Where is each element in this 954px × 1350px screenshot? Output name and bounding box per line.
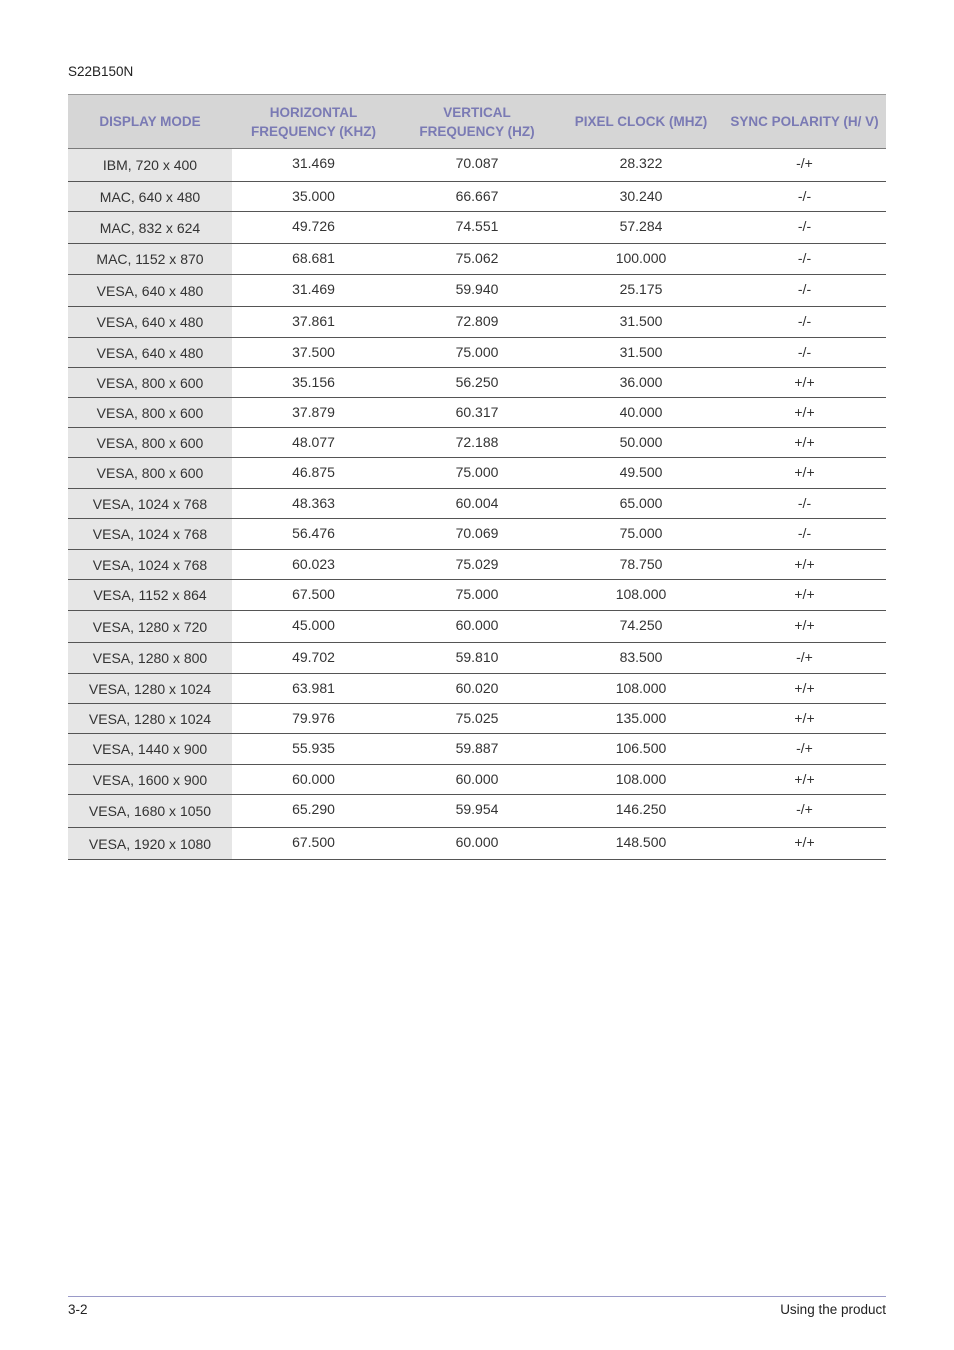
column-header-sync-polarity: SYNC POLARITY (H/ V): [723, 95, 886, 149]
cell-vertical-frequency: 66.667: [395, 182, 559, 212]
column-header-horizontal-frequency: HORIZONTAL FREQUENCY (KHZ): [232, 95, 395, 149]
cell-sync-polarity: -/-: [723, 519, 886, 550]
cell-vertical-frequency: 60.000: [395, 765, 559, 795]
cell-horizontal-frequency: 31.469: [232, 149, 395, 182]
cell-sync-polarity: +/+: [723, 398, 886, 428]
cell-display-mode: MAC, 832 x 624: [68, 212, 232, 244]
cell-vertical-frequency: 75.025: [395, 704, 559, 734]
table-row: [68, 795, 886, 828]
cell-horizontal-frequency: 68.681: [232, 244, 395, 275]
table-row: [68, 275, 886, 307]
cell-pixel-clock: 108.000: [559, 674, 723, 704]
cell-sync-polarity: -/-: [723, 338, 886, 368]
column-header-vertical-frequency: VERTICAL FREQUENCY (HZ): [395, 95, 559, 149]
cell-pixel-clock: 100.000: [559, 244, 723, 275]
cell-pixel-clock: 30.240: [559, 182, 723, 212]
cell-horizontal-frequency: 37.500: [232, 338, 395, 368]
cell-vertical-frequency: 74.551: [395, 212, 559, 244]
table-row: [68, 643, 886, 674]
cell-display-mode: IBM, 720 x 400: [68, 149, 232, 182]
cell-vertical-frequency: 60.317: [395, 398, 559, 428]
cell-vertical-frequency: 59.940: [395, 275, 559, 307]
model-name: S22B150N: [68, 64, 134, 79]
table-row: [68, 734, 886, 765]
cell-sync-polarity: +/+: [723, 458, 886, 489]
cell-pixel-clock: 108.000: [559, 580, 723, 611]
cell-vertical-frequency: 60.000: [395, 611, 559, 643]
table-row: [68, 428, 886, 458]
table-row: [68, 149, 886, 182]
cell-display-mode: VESA, 1600 x 900: [68, 765, 232, 795]
cell-horizontal-frequency: 79.976: [232, 704, 395, 734]
cell-pixel-clock: 28.322: [559, 149, 723, 182]
cell-pixel-clock: 49.500: [559, 458, 723, 489]
cell-sync-polarity: +/+: [723, 611, 886, 643]
cell-horizontal-frequency: 56.476: [232, 519, 395, 550]
cell-vertical-frequency: 75.000: [395, 458, 559, 489]
cell-sync-polarity: +/+: [723, 704, 886, 734]
cell-vertical-frequency: 59.954: [395, 795, 559, 828]
cell-vertical-frequency: 72.188: [395, 428, 559, 458]
cell-pixel-clock: 57.284: [559, 212, 723, 244]
cell-pixel-clock: 146.250: [559, 795, 723, 828]
cell-pixel-clock: 36.000: [559, 368, 723, 398]
cell-display-mode: VESA, 800 x 600: [68, 428, 232, 458]
cell-horizontal-frequency: 49.702: [232, 643, 395, 674]
table-row: [68, 765, 886, 795]
cell-horizontal-frequency: 63.981: [232, 674, 395, 704]
cell-display-mode: VESA, 800 x 600: [68, 398, 232, 428]
cell-sync-polarity: -/+: [723, 734, 886, 765]
cell-vertical-frequency: 59.810: [395, 643, 559, 674]
table-row: [68, 674, 886, 704]
cell-display-mode: VESA, 1280 x 1024: [68, 674, 232, 704]
cell-horizontal-frequency: 55.935: [232, 734, 395, 765]
table-row: [68, 398, 886, 428]
cell-display-mode: VESA, 1280 x 800: [68, 643, 232, 674]
table-row: [68, 307, 886, 338]
cell-pixel-clock: 83.500: [559, 643, 723, 674]
cell-vertical-frequency: 75.000: [395, 580, 559, 611]
cell-pixel-clock: 106.500: [559, 734, 723, 765]
cell-sync-polarity: +/+: [723, 674, 886, 704]
cell-sync-polarity: -/-: [723, 307, 886, 338]
cell-sync-polarity: -/-: [723, 182, 886, 212]
cell-sync-polarity: -/-: [723, 489, 886, 519]
cell-pixel-clock: 31.500: [559, 307, 723, 338]
cell-pixel-clock: 65.000: [559, 489, 723, 519]
cell-sync-polarity: -/-: [723, 275, 886, 307]
cell-display-mode: VESA, 1280 x 1024: [68, 704, 232, 734]
cell-pixel-clock: 148.500: [559, 828, 723, 860]
column-header-pixel-clock: PIXEL CLOCK (MHZ): [559, 95, 723, 149]
cell-display-mode: VESA, 1280 x 720: [68, 611, 232, 643]
table-row: [68, 519, 886, 550]
cell-display-mode: MAC, 640 x 480: [68, 182, 232, 212]
cell-pixel-clock: 31.500: [559, 338, 723, 368]
cell-sync-polarity: -/+: [723, 795, 886, 828]
cell-horizontal-frequency: 48.363: [232, 489, 395, 519]
table-row: [68, 212, 886, 244]
cell-display-mode: VESA, 1152 x 864: [68, 580, 232, 611]
cell-sync-polarity: -/-: [723, 212, 886, 244]
cell-horizontal-frequency: 37.861: [232, 307, 395, 338]
display-timing-table: [68, 94, 886, 860]
footer-divider: [68, 1296, 886, 1297]
table-row: [68, 244, 886, 275]
cell-sync-polarity: -/-: [723, 244, 886, 275]
cell-vertical-frequency: 72.809: [395, 307, 559, 338]
cell-sync-polarity: +/+: [723, 428, 886, 458]
cell-vertical-frequency: 56.250: [395, 368, 559, 398]
cell-sync-polarity: +/+: [723, 368, 886, 398]
cell-vertical-frequency: 60.000: [395, 828, 559, 860]
cell-horizontal-frequency: 60.023: [232, 550, 395, 580]
cell-vertical-frequency: 75.000: [395, 338, 559, 368]
cell-display-mode: VESA, 1024 x 768: [68, 519, 232, 550]
table-row: [68, 580, 886, 611]
cell-horizontal-frequency: 48.077: [232, 428, 395, 458]
table-row: [68, 611, 886, 643]
cell-pixel-clock: 75.000: [559, 519, 723, 550]
page-number: 3-2: [68, 1302, 88, 1317]
cell-display-mode: VESA, 1440 x 900: [68, 734, 232, 765]
cell-pixel-clock: 25.175: [559, 275, 723, 307]
cell-display-mode: VESA, 640 x 480: [68, 338, 232, 368]
cell-horizontal-frequency: 37.879: [232, 398, 395, 428]
cell-horizontal-frequency: 65.290: [232, 795, 395, 828]
cell-horizontal-frequency: 60.000: [232, 765, 395, 795]
cell-sync-polarity: +/+: [723, 580, 886, 611]
cell-display-mode: VESA, 1680 x 1050: [68, 795, 232, 828]
cell-pixel-clock: 50.000: [559, 428, 723, 458]
table-row: [68, 704, 886, 734]
table-row: [68, 550, 886, 580]
column-header-display-mode: DISPLAY MODE: [68, 95, 232, 149]
cell-vertical-frequency: 70.087: [395, 149, 559, 182]
cell-display-mode: MAC, 1152 x 870: [68, 244, 232, 275]
cell-sync-polarity: +/+: [723, 765, 886, 795]
cell-horizontal-frequency: 46.875: [232, 458, 395, 489]
cell-display-mode: VESA, 1920 x 1080: [68, 828, 232, 860]
cell-vertical-frequency: 75.029: [395, 550, 559, 580]
cell-display-mode: VESA, 1024 x 768: [68, 550, 232, 580]
cell-vertical-frequency: 70.069: [395, 519, 559, 550]
section-title: Using the product: [780, 1302, 886, 1317]
table-header: [68, 95, 886, 149]
cell-sync-polarity: +/+: [723, 828, 886, 860]
cell-vertical-frequency: 60.020: [395, 674, 559, 704]
cell-horizontal-frequency: 45.000: [232, 611, 395, 643]
cell-horizontal-frequency: 31.469: [232, 275, 395, 307]
cell-sync-polarity: -/+: [723, 149, 886, 182]
table-row: [68, 338, 886, 368]
table-row: [68, 489, 886, 519]
cell-display-mode: VESA, 800 x 600: [68, 368, 232, 398]
cell-horizontal-frequency: 67.500: [232, 828, 395, 860]
table-body: [68, 149, 886, 860]
cell-vertical-frequency: 59.887: [395, 734, 559, 765]
cell-display-mode: VESA, 640 x 480: [68, 307, 232, 338]
cell-horizontal-frequency: 67.500: [232, 580, 395, 611]
table-row: [68, 368, 886, 398]
cell-horizontal-frequency: 35.000: [232, 182, 395, 212]
table-row: [68, 828, 886, 860]
cell-pixel-clock: 108.000: [559, 765, 723, 795]
table-row: [68, 458, 886, 489]
cell-display-mode: VESA, 640 x 480: [68, 275, 232, 307]
cell-horizontal-frequency: 35.156: [232, 368, 395, 398]
cell-vertical-frequency: 60.004: [395, 489, 559, 519]
cell-display-mode: VESA, 1024 x 768: [68, 489, 232, 519]
cell-pixel-clock: 40.000: [559, 398, 723, 428]
cell-vertical-frequency: 75.062: [395, 244, 559, 275]
cell-pixel-clock: 78.750: [559, 550, 723, 580]
cell-display-mode: VESA, 800 x 600: [68, 458, 232, 489]
cell-pixel-clock: 74.250: [559, 611, 723, 643]
cell-sync-polarity: +/+: [723, 550, 886, 580]
cell-sync-polarity: -/+: [723, 643, 886, 674]
header-row: [68, 95, 886, 149]
cell-pixel-clock: 135.000: [559, 704, 723, 734]
cell-horizontal-frequency: 49.726: [232, 212, 395, 244]
table-row: [68, 182, 886, 212]
